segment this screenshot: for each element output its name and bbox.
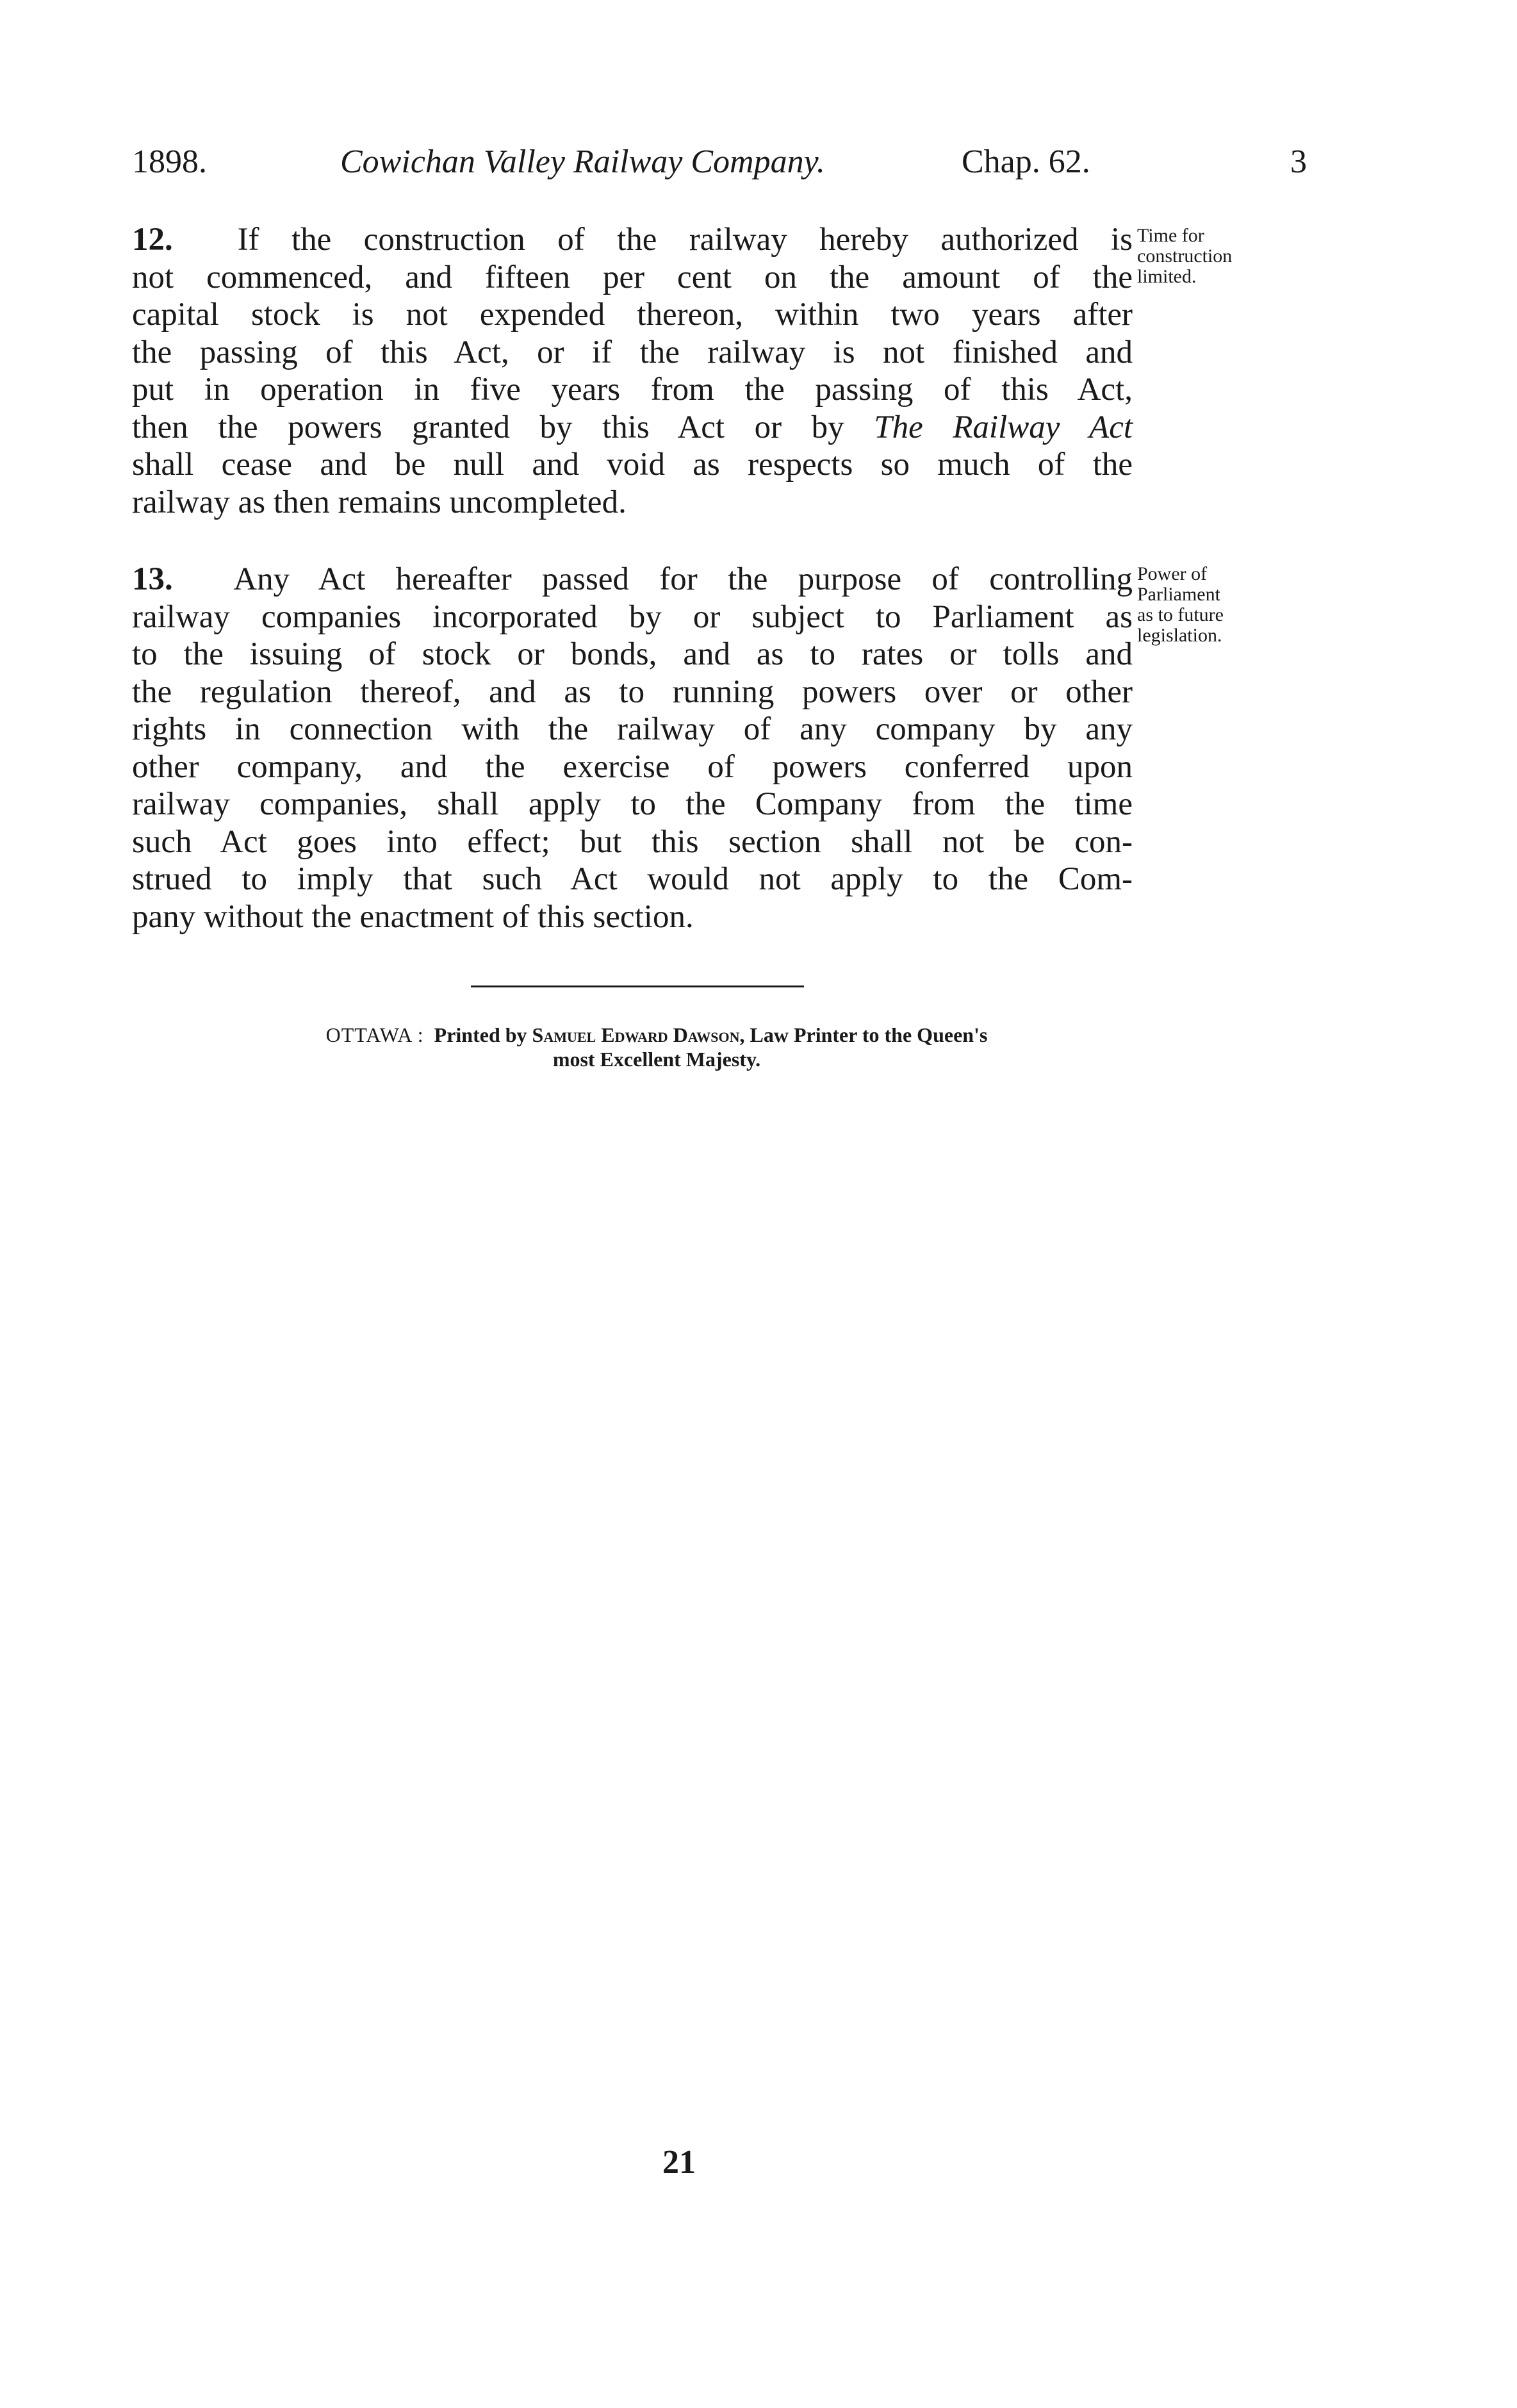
- section-number: 12.: [132, 222, 173, 258]
- section-line: the passing of this Act, or if the railway is not finished and: [132, 334, 1133, 370]
- imprint-line2: most Excellent Majesty.: [552, 1048, 761, 1071]
- printer-imprint: [157, 1023, 1156, 1071]
- imprint-printed-by: Printed by: [434, 1023, 527, 1046]
- section-12: [132, 221, 1133, 521]
- header-chapter: Chap. 62.: [962, 144, 1090, 180]
- section-13: [132, 561, 1133, 936]
- section-line: such Act goes into effect; but this section shall not be con-: [132, 823, 1133, 860]
- section-line: capital stock is not expended thereon, within two years after: [132, 297, 1133, 333]
- act-reference: The Railway Act: [874, 409, 1133, 445]
- section-line: strued to imply that such Act would not apply to the Com-: [132, 861, 1133, 897]
- section-line: rights in connection with the railway of any company by any: [132, 711, 1133, 747]
- section-line: pany without the enactment of this section.: [132, 898, 694, 935]
- header-title: Cowichan Valley Railway Company.: [340, 144, 825, 180]
- section-line: the regulation thereof, and as to running powers over or other: [132, 673, 1133, 710]
- section-line: not commenced, and fifteen per cent on the amount of the: [132, 259, 1133, 295]
- imprint-printer-title: Law Printer to the Queen's: [750, 1023, 988, 1046]
- header-page-number: 3: [1290, 144, 1307, 180]
- section-line: 13. Any Act hereafter passed for the purpose of controlling: [132, 561, 1133, 597]
- header-year: 1898.: [132, 144, 207, 180]
- section-line: railway as then remains uncompleted.: [132, 484, 627, 520]
- divider-rule: [471, 985, 804, 987]
- margin-note-12: Time for construction limited.: [1137, 225, 1233, 287]
- section-line: railway companies incorporated by or subject to Parliament as: [132, 598, 1133, 635]
- section-line: 12. If the construction of the railway hereby authorized is: [132, 222, 1133, 258]
- section-line: shall cease and be null and void as respects so much of the: [132, 447, 1133, 482]
- section-line: to the issuing of stock or bonds, and as to rates or tolls and: [132, 636, 1133, 672]
- section-line: other company, and the exercise of powers conferred upon: [132, 748, 1133, 785]
- folio-number: 21: [662, 2144, 696, 2181]
- imprint-printer-name: Samuel Edward Dawson,: [532, 1023, 745, 1046]
- imprint-city: OTTAWA :: [325, 1023, 424, 1046]
- running-header: [132, 140, 1307, 185]
- section-line: railway companies, shall apply to the Company from the time: [132, 786, 1133, 822]
- section-line: then the powers granted by this Act or by The Railway Act: [132, 409, 1133, 445]
- section-number: 13.: [132, 561, 173, 597]
- section-line: put in operation in five years from the passing of this Act,: [132, 372, 1133, 408]
- margin-note-13: Power of Parliament as to future legislation.: [1137, 563, 1224, 646]
